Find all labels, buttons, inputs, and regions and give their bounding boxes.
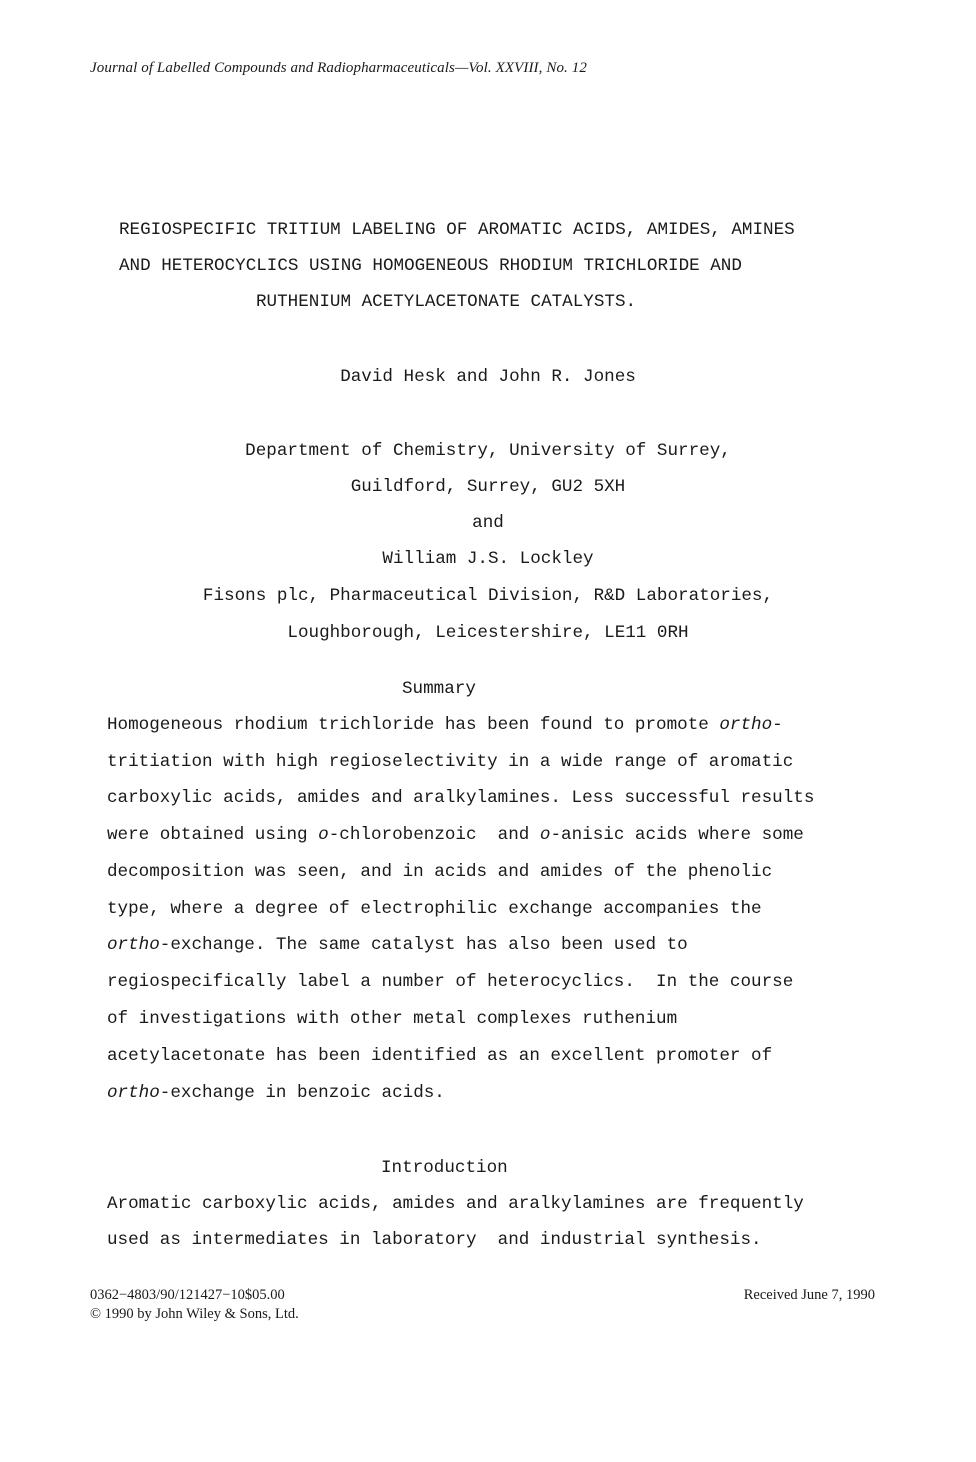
summary-line-4: were obtained using o-chlorobenzoic and o-anisic acids where some — [107, 825, 804, 845]
title-line-1: REGIOSPECIFIC TRITIUM LABELING OF AROMATIC ACIDS, AMIDES, AMINES — [119, 220, 795, 240]
introduction-heading: Introduction — [381, 1158, 508, 1178]
summary-heading: Summary — [402, 679, 476, 699]
summary-line-1: Homogeneous rhodium trichloride has been found to promote ortho- — [107, 715, 783, 735]
affiliation-2-line-1: Fisons plc, Pharmaceutical Division, R&D Laboratories, — [202, 586, 774, 606]
and-separator: and — [472, 513, 504, 533]
summary-line-2: tritiation with high regioselectivity in a wide range of aromatic — [107, 752, 794, 772]
title-line-3: RUTHENIUM ACETYLACETONATE CATALYSTS. — [256, 292, 637, 312]
affiliation-1-line-2: Guildford, Surrey, GU2 5XH — [350, 477, 626, 497]
copyright-notice: © 1990 by John Wiley & Sons, Ltd. — [90, 1306, 299, 1322]
introduction-line-2: used as intermediates in laboratory and industrial synthesis. — [107, 1230, 762, 1250]
affiliation-2-line-2: Loughborough, Leicestershire, LE11 0RH — [287, 623, 689, 643]
issn-code: 0362−4803/90/121427−10$05.00 — [90, 1287, 285, 1303]
summary-line-9: of investigations with other metal complexes ruthenium — [107, 1009, 678, 1029]
authors-primary: David Hesk and John R. Jones — [340, 367, 636, 387]
summary-line-11: ortho-exchange in benzoic acids. — [107, 1083, 445, 1103]
author-secondary: William J.S. Lockley — [382, 549, 594, 569]
affiliation-1-line-1: Department of Chemistry, University of Surrey, — [245, 441, 731, 461]
summary-line-5: decomposition was seen, and in acids and amides of the phenolic — [107, 862, 773, 882]
footer-left — [90, 1286, 299, 1324]
summary-line-6: type, where a degree of electrophilic exchange accompanies the — [107, 899, 762, 919]
summary-line-7: ortho-exchange. The same catalyst has also been used to — [107, 935, 688, 955]
summary-line-3: carboxylic acids, amides and aralkylamines. Less successful results — [107, 788, 815, 808]
summary-line-10: acetylacetonate has been identified as an excellent promoter of — [107, 1046, 773, 1066]
title-line-2: AND HETEROCYCLICS USING HOMOGENEOUS RHODIUM TRICHLORIDE AND — [119, 256, 742, 276]
introduction-line-1: Aromatic carboxylic acids, amides and aralkylamines are frequently — [107, 1194, 804, 1214]
summary-line-8: regiospecifically label a number of heterocyclics. In the course — [107, 972, 794, 992]
received-date: Received June 7, 1990 — [743, 1287, 875, 1303]
journal-header: Journal of Labelled Compounds and Radiopharmaceuticals—Vol. XXVIII, No. 12 — [90, 60, 587, 76]
